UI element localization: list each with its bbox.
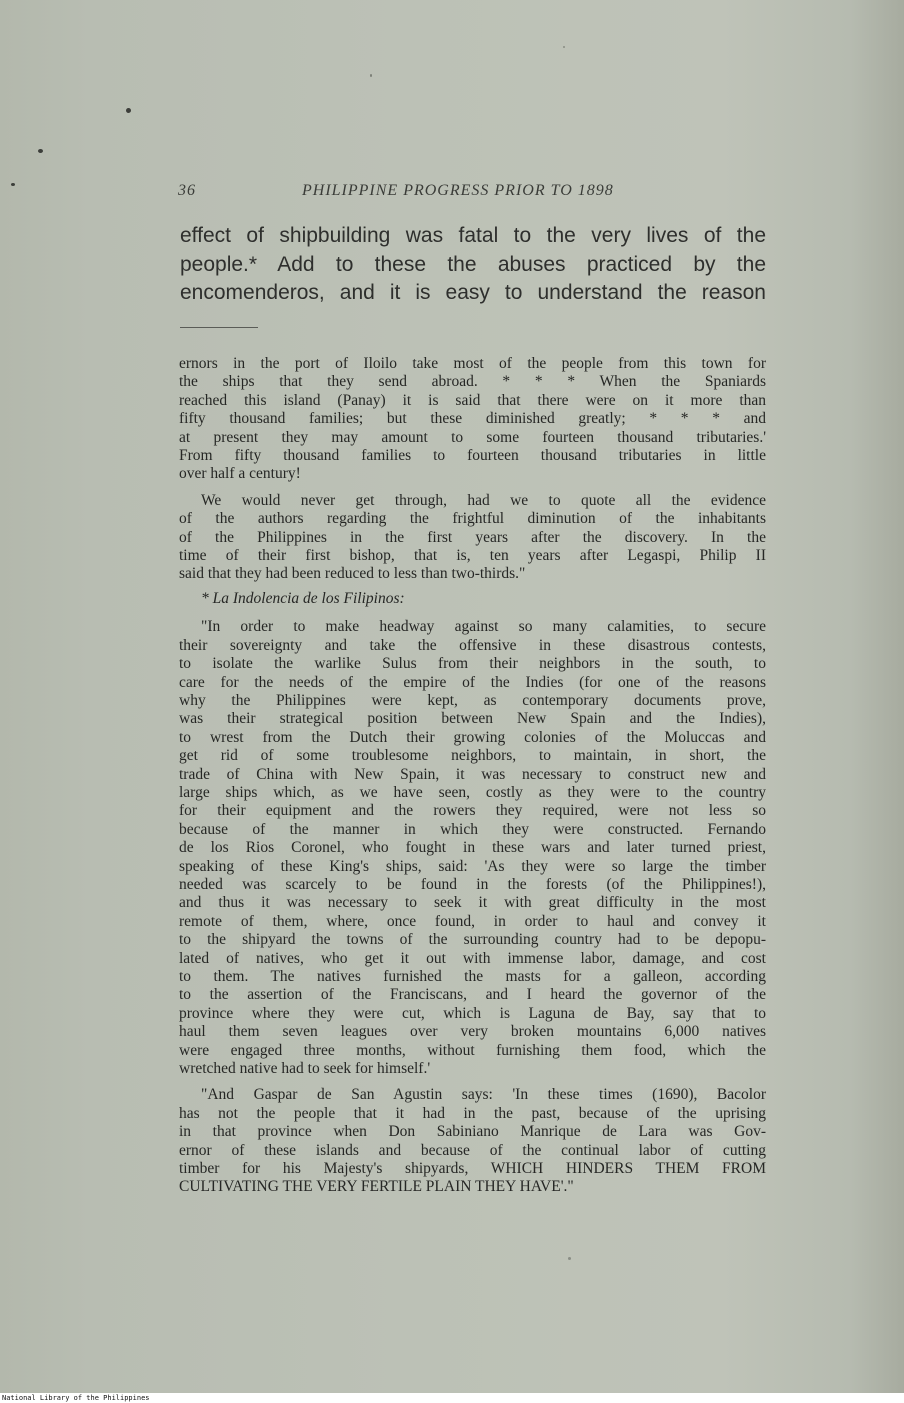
- footnote-line: We would never get through, had we to quote all the evidence: [201, 491, 766, 509]
- footnote-line: fifty thousand families; but these diminished greatly; * * * and: [179, 410, 766, 428]
- footnote-line: haul them seven leagues over very broken mountains 6,000 natives: [179, 1023, 766, 1041]
- footnote-line: to the shipyard the towns of the surrounding country had to be depopu-: [179, 931, 766, 949]
- footnote-line: de los Rios Coronel, who fought in these wars and later turned priest,: [179, 839, 766, 857]
- footnote-line: remote of them, where, once found, in order to haul and convey it: [179, 912, 766, 930]
- footnote-line: over half a century!: [179, 465, 301, 483]
- page-number: 36: [178, 182, 196, 199]
- footnote-line: was their strategical position between New Spain and the Indies),: [179, 710, 766, 728]
- footnote-line: speaking of these King's ships, said: 'As they were so large the timber: [179, 857, 766, 875]
- dust-speck: [568, 1257, 571, 1260]
- library-credit: National Library of the Philippines: [2, 1394, 150, 1402]
- footnote-line: the ships that they send abroad. * * * When the Spaniards: [179, 373, 766, 391]
- footnote-line: time of their first bishop, that is, ten years after Legaspi, Philip II: [179, 547, 766, 565]
- footnote-line: timber for his Majesty's shipyards, WHICH HINDERS THEM FROM: [179, 1160, 766, 1178]
- footnote-line: why the Philippines were kept, as contemporary documents prove,: [179, 691, 766, 709]
- source-reference: * La Indolencia de los Filipinos:: [201, 589, 405, 607]
- footnote-line: has not the people that it had in the past, because of the uprising: [179, 1104, 766, 1122]
- footnote-line: "And Gaspar de San Agustin says: 'In these times (1690), Bacolor: [201, 1086, 766, 1104]
- footnote-line: needed was scarcely to be found in the forests (of the Philippines!),: [179, 875, 766, 893]
- footnote-line: of the authors regarding the frightful diminution of the inhabitants: [179, 510, 766, 528]
- footnote-line: to the assertion of the Franciscans, and I heard the governor of the: [179, 986, 766, 1004]
- footnote-line: to them. The natives furnished the masts for a galleon, according: [179, 968, 766, 985]
- page-header: [178, 182, 768, 206]
- footnote-line: in that province when Don Sabiniano Manrique de Lara was Gov-: [179, 1123, 766, 1141]
- main-text-line: effect of shipbuilding was fatal to the very lives of the: [180, 224, 766, 247]
- footnote-line: trade of China with New Spain, it was necessary to construct new and: [179, 765, 766, 783]
- footnote-paragraph-3: [179, 618, 766, 1078]
- footnote-line: wretched native had to seek for himself.': [179, 1060, 431, 1078]
- main-text-line: people.* Add to these the abuses practiced by the: [180, 252, 766, 276]
- footnote-line: because of the manner in which they were constructed. Fernando: [179, 820, 766, 838]
- dust-speck: [38, 149, 43, 153]
- footnote-line: care for the needs of the empire of the Indies (for one of the reasons: [179, 673, 766, 691]
- footnote-line: "In order to make headway against so many calamities, to secure: [201, 618, 766, 636]
- dust-speck: [563, 46, 565, 48]
- footnote-paragraph-1: [179, 355, 766, 484]
- footnote-line: their sovereignty and take the offensive in these disastrous contests,: [179, 636, 766, 654]
- footnote-line: ernors in the port of Iloilo take most of the people from this town for: [179, 355, 766, 372]
- dust-speck: [11, 183, 15, 186]
- dust-speck: [126, 108, 131, 113]
- footnote-paragraph-2: [179, 492, 766, 584]
- footnote-line: at present they may amount to some fourteen thousand tributaries.': [179, 428, 766, 446]
- footnote-line: reached this island (Panay) it is said that there were on it more than: [179, 391, 766, 409]
- footnote-line: CULTIVATING THE VERY FERTILE PLAIN THEY HAVE'.": [179, 1178, 574, 1196]
- footnote-paragraph-4: [179, 1086, 766, 1196]
- footnote-line: From fifty thousand families to fourteen thousand tributaries in little: [179, 447, 766, 465]
- footnote-line: were engaged three months, without furnishing them food, which the: [179, 1041, 766, 1059]
- footnote-line: get rid of some troublesome neighbors, to maintain, in short, the: [179, 747, 766, 765]
- footnote-line: to isolate the warlike Sulus from their neighbors in the south, to: [179, 655, 766, 673]
- footnote-line: of the Philippines in the first years after the discovery. In the: [179, 528, 766, 546]
- footnote-line: for their equipment and the rowers they required, were not less so: [179, 802, 766, 820]
- footnote-line: province where they were cut, which is Laguna de Bay, say that to: [179, 1004, 766, 1022]
- footnote-block: [179, 355, 766, 1197]
- running-title: PHILIPPINE PROGRESS PRIOR TO 1898: [302, 182, 614, 199]
- footnote-rule: [180, 327, 258, 328]
- footnote-line: and thus it was necessary to seek it with great difficulty in the most: [179, 894, 766, 912]
- dust-speck: [370, 74, 372, 77]
- footnote-line: lated of natives, who get it out with immense labor, damage, and cost: [179, 949, 766, 967]
- main-text-line: encomenderos, and it is easy to understand the reason: [180, 281, 766, 304]
- footnote-line: to wrest from the Dutch their growing colonies of the Moluccas and: [179, 728, 766, 746]
- footnote-line: said that they had been reduced to less than two-thirds.": [179, 565, 526, 583]
- footnote-line: ernor of these islands and because of the continual labor of cutting: [179, 1141, 766, 1159]
- main-text: [180, 222, 766, 308]
- footnote-line: large ships which, as we have seen, costly as they were to the country: [179, 783, 766, 801]
